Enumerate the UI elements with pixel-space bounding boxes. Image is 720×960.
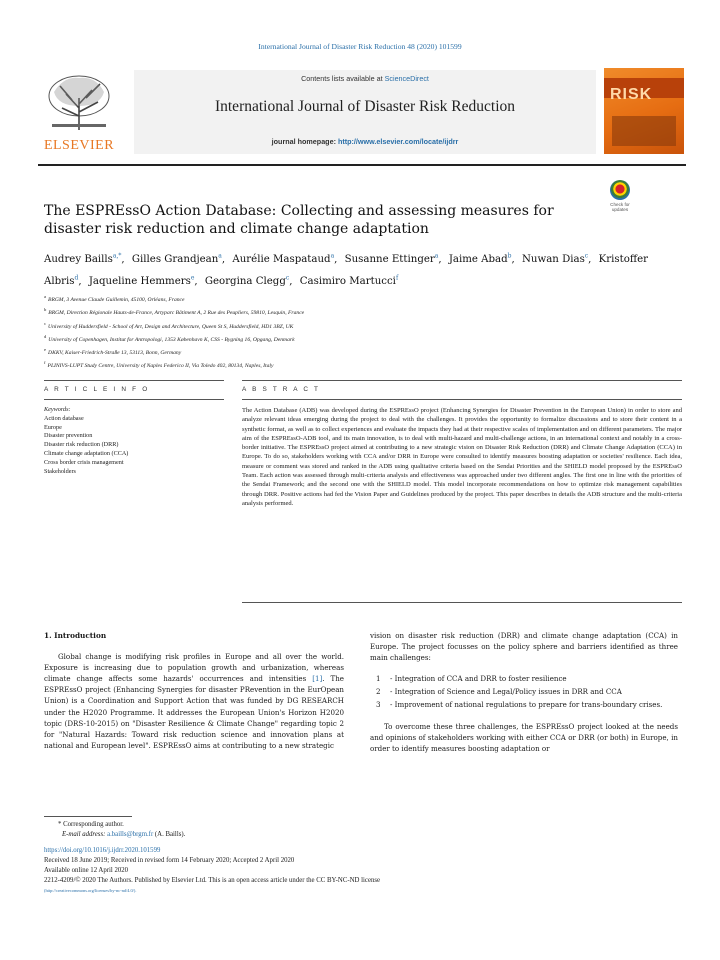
introduction-paragraph [44,651,344,751]
affiliation-item [44,345,684,358]
journal-cover-thumbnail[interactable] [604,68,684,154]
email-suffix: (A. Baills). [153,831,186,838]
author-list [44,248,664,291]
abstract-subrule [242,399,682,400]
affiliation-marker[interactable]: a,* [112,253,122,260]
affiliation-item [44,358,684,371]
affiliation-item [44,292,684,305]
elsevier-logo[interactable] [38,72,120,156]
challenge-text: - Integration of CCA and DRR to foster resilience [390,674,567,684]
paper-title: The ESPREssO Action Database: Collecting and assessing measures for disaster risk reduction and climate change adaptation [44,203,554,237]
masthead-rule [38,164,686,166]
check-updates-icon [610,180,630,200]
challenge-text: - Integration of Science and Legal/Policy issues in DRR and CCA [390,687,622,697]
author-name[interactable]: Jaime Abad$^b$, [448,253,515,266]
affiliation-marker[interactable]: b [507,253,512,260]
challenge-number: 1 [376,674,381,684]
keywords-label: Keywords: [44,406,71,413]
keyword-item: Disaster risk reduction (DRR) [44,441,119,449]
abstract-rule [242,380,682,381]
check-updates-label: Check for updates [610,202,630,212]
author-name[interactable]: Susanne Ettinger$^a$, [344,253,442,266]
journal-citation[interactable]: International Journal of Disaster Risk Reduction 48 (2020) 101599 [258,42,462,51]
intro-text-b: . The ESPREssO project (Enhancing Synergies for disaster PRevention in the EurOpean Union) is a Coordination and Support Action that was funded by DG RESEARCH under the H2020 Programme. It addresses the European Union's Horizon H2020 topic (DRS-10-2015) on "Disaster Resilience & Climate Change" regarding topic 2 for "Natural Hazards: Toward risk reduction science and innovation plans at national and European level". ESPREssO aims at contributing to a new strategic [44,674,344,750]
footnote-rule [44,816,132,817]
author-email-link[interactable]: a.baills@brgm.fr [107,831,154,838]
available-online-date: Available online 12 April 2020 [44,867,129,874]
affiliation-list [44,292,684,372]
affiliation-marker[interactable]: f [395,274,399,282]
journal-homepage-link[interactable]: http://www.elsevier.com/locate/ijdrr [337,137,459,146]
affiliation-marker[interactable]: d [74,274,79,282]
affiliation-mark: a [44,294,47,299]
abstract-text: The Action Database (ADB) was developed during the ESPREssO project (Enhancing Synergies for Disaster Prevention in the European Union) in order to store and analyze relevant ideas emerging during the project to deal with the challenges. It provides the opportunity to formalize discussions and to store their content in a synthetic format, as well as to collect experiences and evaluate the impacts they had at their respective scales of implementation and on different parameters. The major aim of the ESPREssO-ADB tool, and its main innovation, is to deal with multi-hazard and multi-challenge actions, in an international context and notably in a cross-border initiative. The ESPREssO project aimed at contributing to a new strategic vision on Disaster Risk Reduction (DRR) and Climate Change Adaptation (CCA) in Europe. To do so, stakeholders working with CCA and/or DRR in Europe were consulted to identify measures boosting adaptation or societies' resilience. Each idea, measure or comment was stored and ranked in the ADB using qualitative criteria based on the Sendai Priorities and the SHIELD model proposed by the ESPREssO Team. Each action was assessed through multi-criteria analysis and effectiveness was approached under two different angles. The first one in line with the priorities of the Sendai Framework; and the second one with the SHIELD model. This model incorporate recommendations on how to optimize risk management capabilities through DRR. Positive actions had fed the Vision Paper and Guidelines produced by the project. This paper describes in details the ADB structure and the multi-criteria analysis performed. [242,407,682,507]
author-name[interactable]: Kristoffer Albris$^d$, [44,254,649,287]
homepage-line [134,137,596,146]
license-link[interactable]: (http://creativecommons.org/licenses/by-nc-nd/4.0/). [44,888,137,893]
keyword-item: Climate change adaptation (CCA) [44,449,129,457]
journal-title: International Journal of Disaster Risk Reduction [214,98,516,115]
contents-line [134,74,596,83]
homepage-prefix: journal homepage: [271,137,338,146]
body-column-right [370,630,678,754]
journal-title-band [134,70,596,154]
elsevier-wordmark: ELSEVIER [43,138,115,153]
affiliation-text: BRGM, 3 Avenue Claude Guillemin, 45100, Orléans, France [48,296,185,303]
received-dates: Received 18 June 2019; Received in revised form 14 February 2020; Accepted 2 April 2020 [44,857,295,864]
keyword-item: Stakeholders [44,467,76,475]
author-name[interactable]: Jaqueline Hemmers$^e$, [88,274,198,287]
affiliation-item [44,319,684,332]
affiliation-marker[interactable]: e [190,274,195,282]
corresponding-author-note: * Corresponding author. [58,821,124,828]
author-name[interactable]: Audrey Baills$^{a,*}$, [44,253,125,266]
contents-prefix: Contents lists available at [301,74,385,83]
article-info-subrule [44,399,224,400]
affiliation-text: BRGM, Direction Régionale Hauts-de-France, Artyparc Bâtiment A, 2 Rue des Peupliers, 59810, Lesquin, France [48,310,305,317]
check-for-updates-badge[interactable] [604,180,636,216]
challenge-number: 2 [376,687,381,697]
keyword-item: Action database [44,414,84,422]
elsevier-tree-icon [44,72,114,132]
affiliation-marker[interactable]: c [584,253,589,260]
author-name[interactable]: Aurélie Maspataud$^a$, [232,253,338,266]
keyword-item: Cross border crisis management [44,458,124,466]
right-paragraph-2: To overcome these three challenges, the ESPREssO project looked at the needs and opinions of stakeholders working with either CCA or DRR (or both) in Europe, in order to identify measures boosting adaptation or [370,721,678,753]
intro-text-a: Global change is modifying risk profiles in Europe and all over the world. Exposure is increasing due to population growth and urbanization, whereas climate change affects some hazards' occurrences and intensities [44,652,344,684]
author-name[interactable]: Georgina Clegg$^c$, [204,274,293,287]
email-label: E-mail address: [62,831,108,838]
affiliation-text: PLINIVS-LUPT Study Centre, University of Naples Federico II, Via Toledo 402, 80134, Naples, Italy [47,363,274,370]
author-name[interactable]: Nuwan Dias$^c$, [522,253,592,266]
doi-link[interactable]: https://doi.org/10.1016/j.ijdrr.2020.101599 [44,847,161,854]
affiliation-mark: f [44,360,46,366]
challenge-item [376,686,678,697]
cover-image [612,116,676,146]
right-paragraph-1: vision on disaster risk reduction (DRR) and climate change adaptation (CCA) in Europe. The project focusses on the policy sphere and barriers identified as three main challenges: [370,631,678,663]
keyword-item: Disaster prevention [44,432,93,440]
email-line [62,830,684,840]
challenge-item [376,699,678,710]
abstract-heading: A B S T R A C T [242,386,321,393]
article-info-heading: A R T I C L E I N F O [44,386,150,393]
affiliation-marker[interactable]: a [434,253,439,260]
affiliation-item [44,332,684,345]
affiliation-mark: d [44,333,47,339]
affiliation-mark: b [44,307,47,313]
affiliation-item [44,305,684,318]
abstract-bottom-rule [242,602,682,603]
footnotes [44,820,684,896]
introduction-heading: 1. Introduction [44,631,107,640]
affiliation-text: University of Copenhagen, Institut for Antropologi, 1353 København K, CSS - Bygning 16, Opgang, Denmark [48,336,295,343]
license-statement: 2212-4209/© 2020 The Authors. Published by Elsevier Ltd. This is an open access article under the CC BY-NC-ND license [44,877,381,884]
affiliation-marker[interactable]: a [218,253,222,260]
author-name[interactable]: Gilles Grandjean$^a$, [131,253,226,266]
challenge-text: - Improvement of national regulations to prepare for trans-boundary crises. [390,700,663,710]
affiliation-mark: c [44,320,47,326]
challenge-item [376,673,678,684]
article-info-rule [44,380,224,381]
affiliation-marker[interactable]: c [285,274,290,282]
challenge-number: 3 [376,700,381,710]
affiliation-marker[interactable]: a [330,253,335,260]
cover-word: RISK [610,86,653,103]
masthead [38,68,686,160]
affiliation-text: DKKV, Kaiser-Friedrich-Straße 13, 53113, Bonn, Germany [48,349,182,356]
author-name[interactable]: Casimiro Martucci$^f$ [299,274,399,287]
keywords-block [44,406,224,476]
reference-link-1[interactable]: [1] [312,674,323,684]
sciencedirect-link[interactable]: ScienceDirect [384,74,429,83]
body-column-left [44,630,344,751]
affiliation-mark: e [44,347,47,353]
keyword-item: Europe [44,423,62,431]
affiliation-text: University of Huddersfield - School of Art, Design and Architecture, Queen St S, Huddersfield, HD1 3BZ, UK [48,323,294,330]
